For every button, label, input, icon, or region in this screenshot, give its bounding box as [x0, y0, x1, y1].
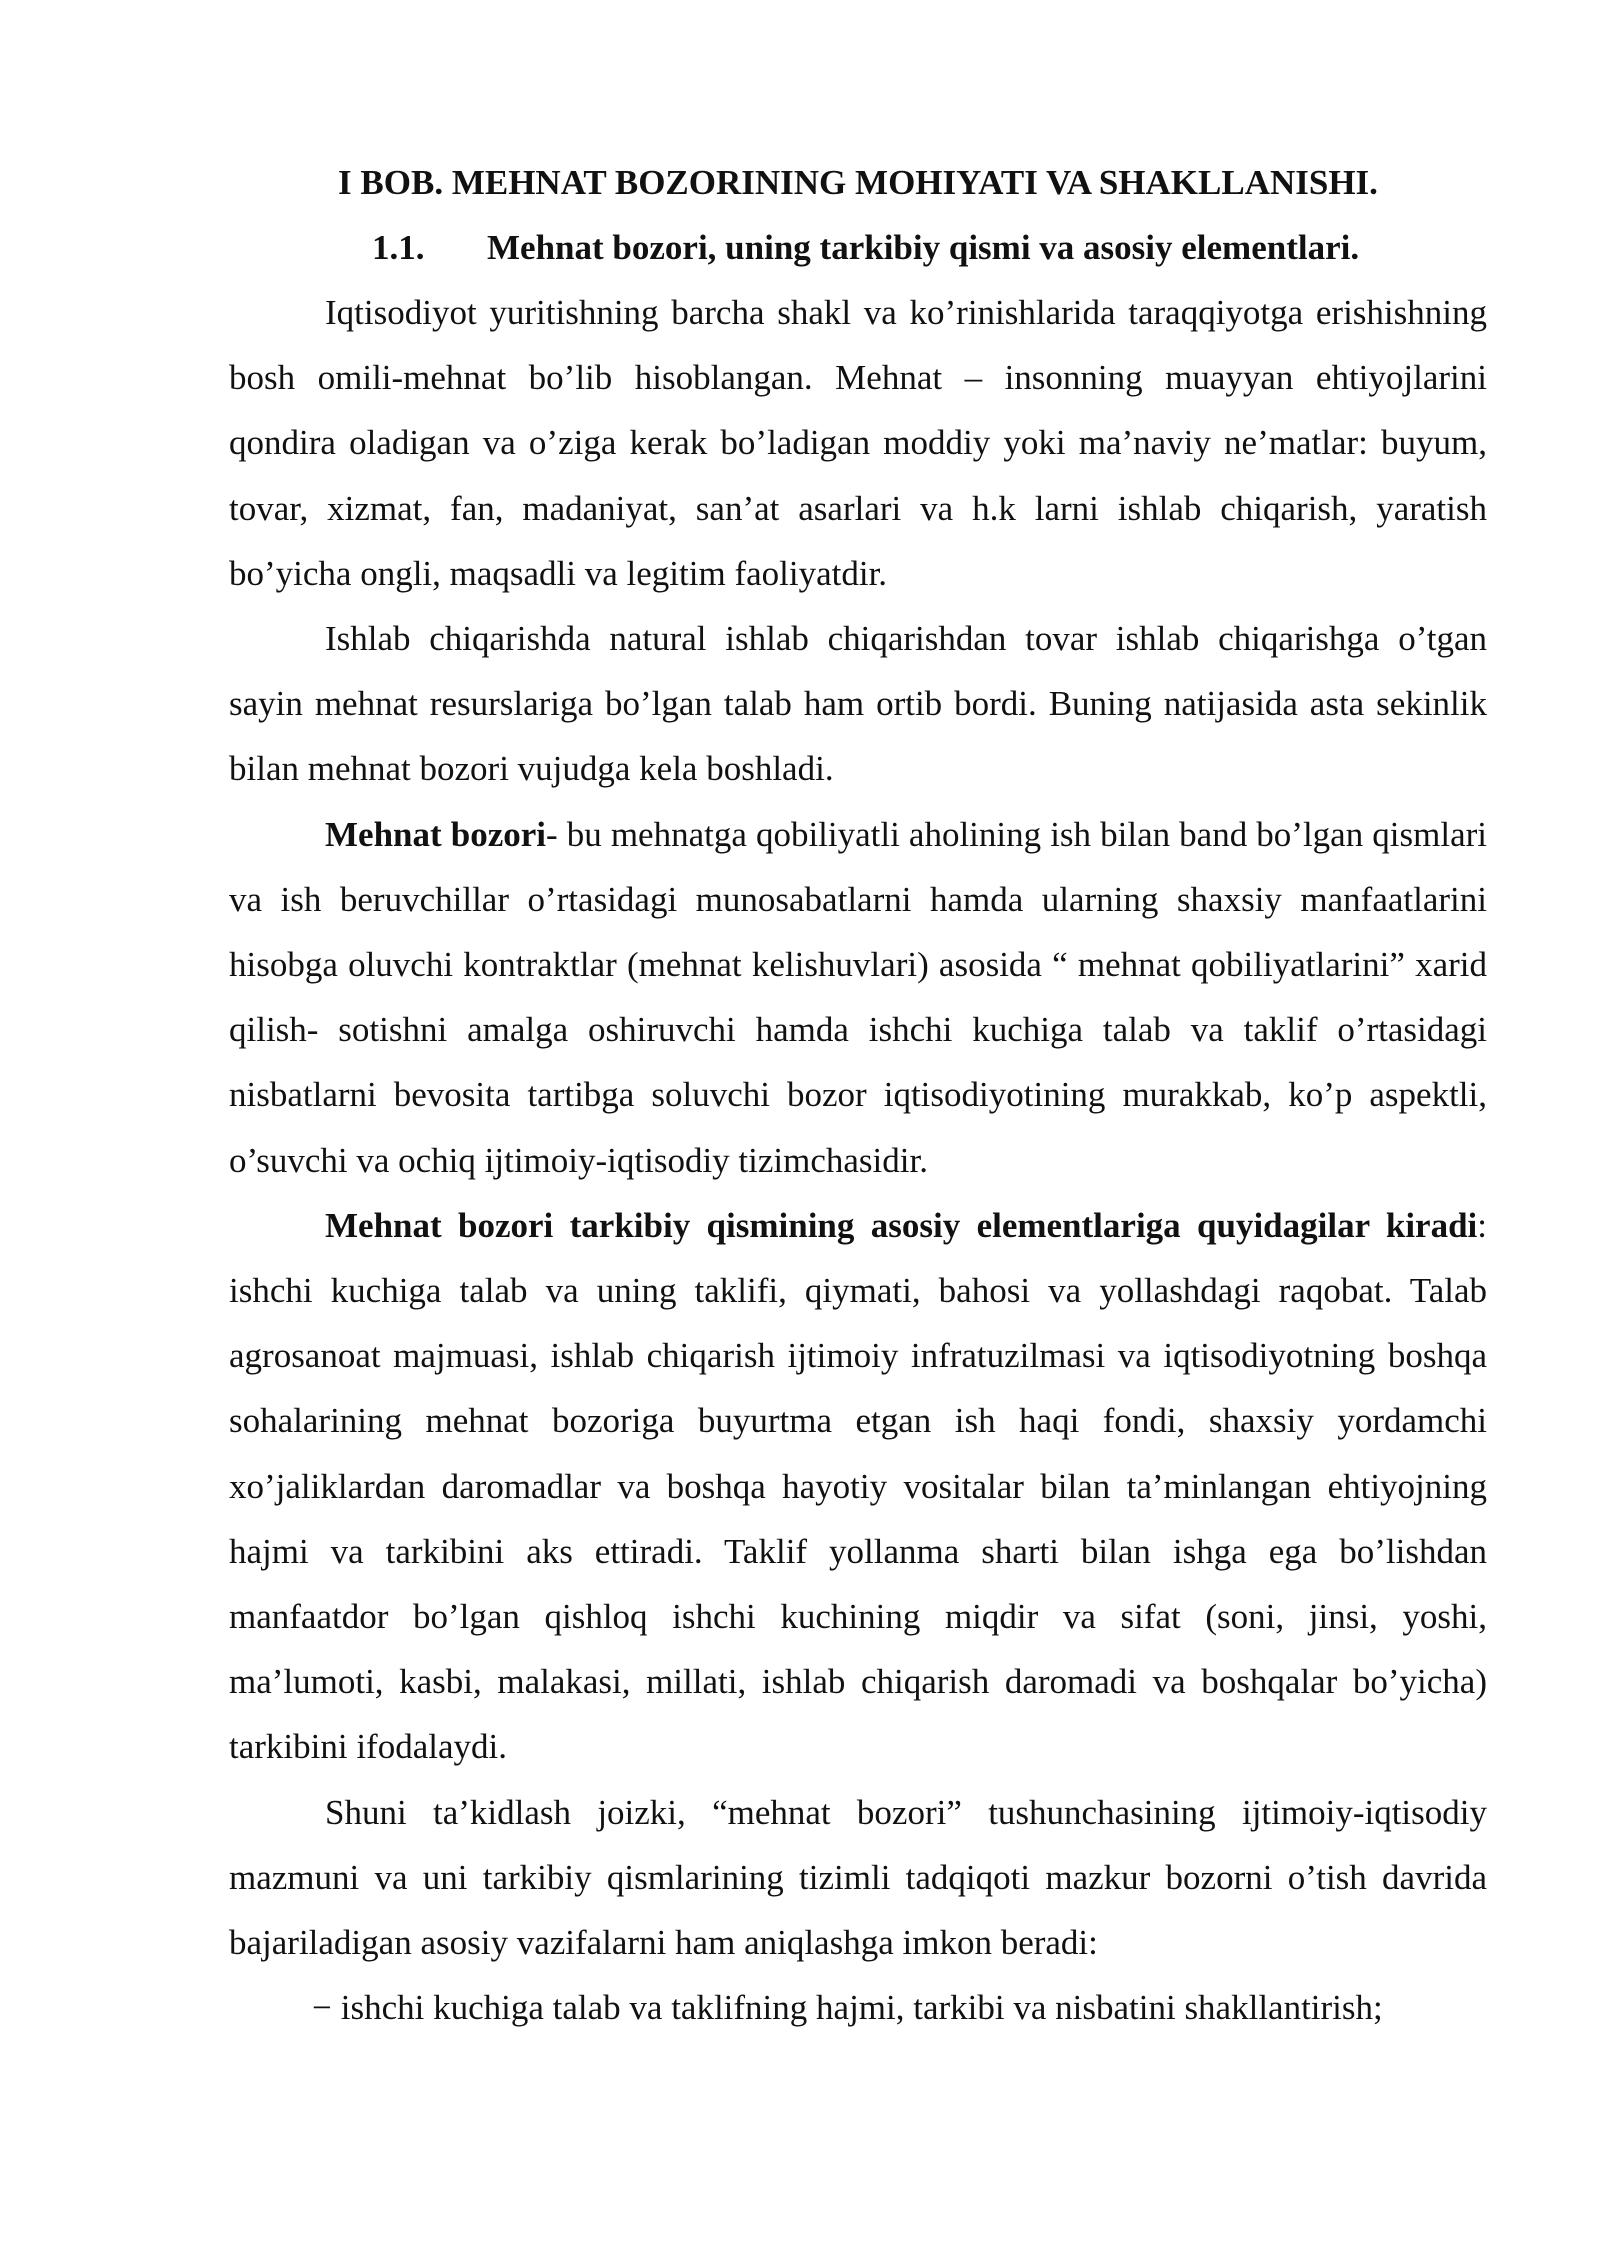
paragraph-4-text: : ishchi kuchiga talab va uning taklifi, qiymati, bahosi va yollashdagi raqobat. Talab agrosanoat majmuasi, ishlab chiqarish ijtimoiy infratuzilmasi va iqtisodiyotning boshqa sohalarining mehnat bozoriga buyurtma etgan ish haqi fondi, shaxsiy yordamchi xo’jaliklardan daromadlar va boshqa hayotiy vositalar bilan ta’minlangan ehtiyojning hajmi va tarkibini aks ettiradi. Taklif yollanma sharti bilan ishga ega bo’lishdan manfaatdor bo’lgan qishloq ishchi kuchining miqdir va sifat (soni, jinsi, yoshi, ma’lumoti, kasbi, malakasi, millati, ishlab chiqarish daromadi va boshqalar bo’yicha) tarkibini ifodalaydi. — [229, 1205, 1487, 1767]
chapter-title: I BOB. MEHNAT BOZORINING MOHIYATI VA SHAKLLANISHI. — [338, 163, 1378, 202]
dash-bullet-icon: − — [312, 1988, 332, 2028]
document-page — [229, 150, 1487, 2040]
paragraph-3-text: - bu mehnatga qobiliyatli aholining ish bilan band bo’lgan qismlari va ish beruvchillar o’rtasidagi munosabatlarni hamda ularning shaxsiy manfaatlarini hisobga oluvchi kontraktlar (mehnat kelishuvlari) asosida “ mehnat qobiliyatlarini” xarid qilish- sotishni amalga oshiruvchi hamda ishchi kuchiga talab va taklif o’rtasidagi nisbatlarni bevosita tartibga soluvchi bozor iqtisodiyotining murakkab, ko’p aspektli, o’suvchi va ochiq ijtimoiy-iqtisodiy tizimchasidir. — [229, 814, 1487, 1180]
paragraph-1: Iqtisodiyot yuritishning barcha shakl va ko’rinishlarida taraqqiyotga erishishning bosh omili-mehnat bo’lib hisoblangan. Mehnat – insonning muayyan ehtiyojlarini qondira oladigan va o’ziga kerak bo’ladigan moddiy yoki ma’naviy ne’matlar: buyum, tovar, xizmat, fan, madaniyat, san’at asarlari va h.k larni ishlab chiqarish, yaratish bo’yicha ongli, maqsadli va legitim faoliyatdir. — [229, 293, 1487, 593]
paragraph-4 — [229, 1193, 1487, 1780]
section-number: 1.1. — [372, 228, 425, 267]
section-title — [229, 215, 1487, 280]
section-title-text: Mehnat bozori, uning tarkibiy qismi va asosiy elementlari. — [487, 228, 1360, 267]
paragraph-2: Ishlab chiqarishda natural ishlab chiqarishdan tovar ishlab chiqarishga o’tgan sayin mehnat resurslariga bo’lgan talab ham ortib bordi. Buning natijasida asta sekinlik bilan mehnat bozori vujudga kela boshladi. — [229, 619, 1487, 789]
paragraph-5: Shuni ta’kidlash joizki, “mehnat bozori” tushunchasining ijtimoiy-iqtisodiy mazmuni va uni tarkibiy qismlarining tizimli tadqiqoti mazkur bozorni o’tish davrida bajariladigan asosiy vazifalarni ham aniqlashga imkon beradi: — [229, 1792, 1487, 1963]
list-item-text: ishchi kuchiga talab va taklifning hajmi, tarkibi va nisbatini shakllantirish; — [340, 1988, 1383, 2028]
list-item — [229, 1975, 1487, 2040]
paragraph-3 — [229, 802, 1487, 1193]
term-mehnat-bozori: Mehnat bozori — [325, 814, 546, 854]
term-elements-heading: Mehnat bozori tarkibiy qismining asosiy elementlariga quyidagilar kiradi — [325, 1205, 1478, 1245]
